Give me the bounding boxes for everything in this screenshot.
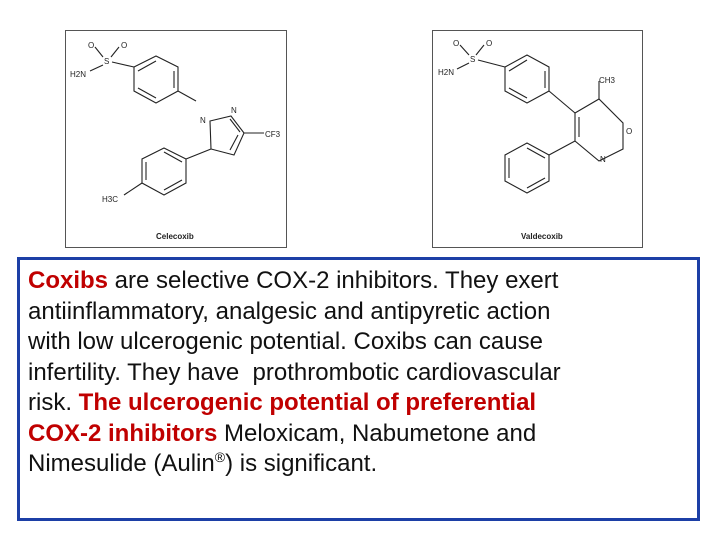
atom-s: S xyxy=(470,55,476,64)
atom-cf3: CF3 xyxy=(265,130,281,139)
atom-n-ring: N xyxy=(600,155,606,164)
atom-o2: O xyxy=(121,41,128,50)
line5-highlight: The ulcerogenic potential of preferential xyxy=(78,389,537,416)
line6-rest: Meloxicam, Nabumetone and xyxy=(217,419,537,447)
atom-n1: N xyxy=(200,116,206,125)
atom-o1: O xyxy=(88,41,95,50)
text-line-7 xyxy=(28,449,689,480)
line1-rest: are selective COX-2 inhibitors. They exert xyxy=(108,267,559,294)
text-line-5 xyxy=(28,388,689,419)
line7-start: Nimesulide (Aulin xyxy=(28,450,215,477)
celecoxib-diagram xyxy=(66,31,286,247)
valdecoxib-structure xyxy=(432,30,643,248)
text-line-6 xyxy=(28,419,689,450)
line5-start: risk. xyxy=(28,389,79,416)
celecoxib-caption: Celecoxib xyxy=(156,232,194,241)
atom-o2: O xyxy=(486,39,493,48)
coxibs-highlight: Coxibs xyxy=(28,267,109,294)
text-line-2: antiinflammatory, analgesic and antipyretic action xyxy=(28,297,551,325)
atom-s: S xyxy=(104,57,110,66)
atom-o1: O xyxy=(453,39,460,48)
celecoxib-structure xyxy=(65,30,287,248)
atom-n2: N xyxy=(231,106,237,115)
valdecoxib-diagram xyxy=(433,31,642,247)
text-line-4: infertility. They have prothrombotic cardiovascular xyxy=(28,358,561,386)
description-text-box xyxy=(17,257,700,521)
atom-h2n: H2N xyxy=(70,70,87,79)
atom-h3c: H3C xyxy=(102,195,119,204)
text-line-3: with low ulcerogenic potential. Coxibs can cause xyxy=(28,328,543,355)
registered-mark: ® xyxy=(214,449,226,465)
atom-h2n: H2N xyxy=(438,68,455,77)
line6-highlight: COX-2 inhibitors xyxy=(28,419,218,447)
atom-o-ring: O xyxy=(626,127,633,136)
text-line-1 xyxy=(28,266,689,297)
atom-ch3: CH3 xyxy=(599,76,616,85)
line7-end: ) is significant. xyxy=(225,450,378,477)
valdecoxib-caption: Valdecoxib xyxy=(521,232,563,241)
